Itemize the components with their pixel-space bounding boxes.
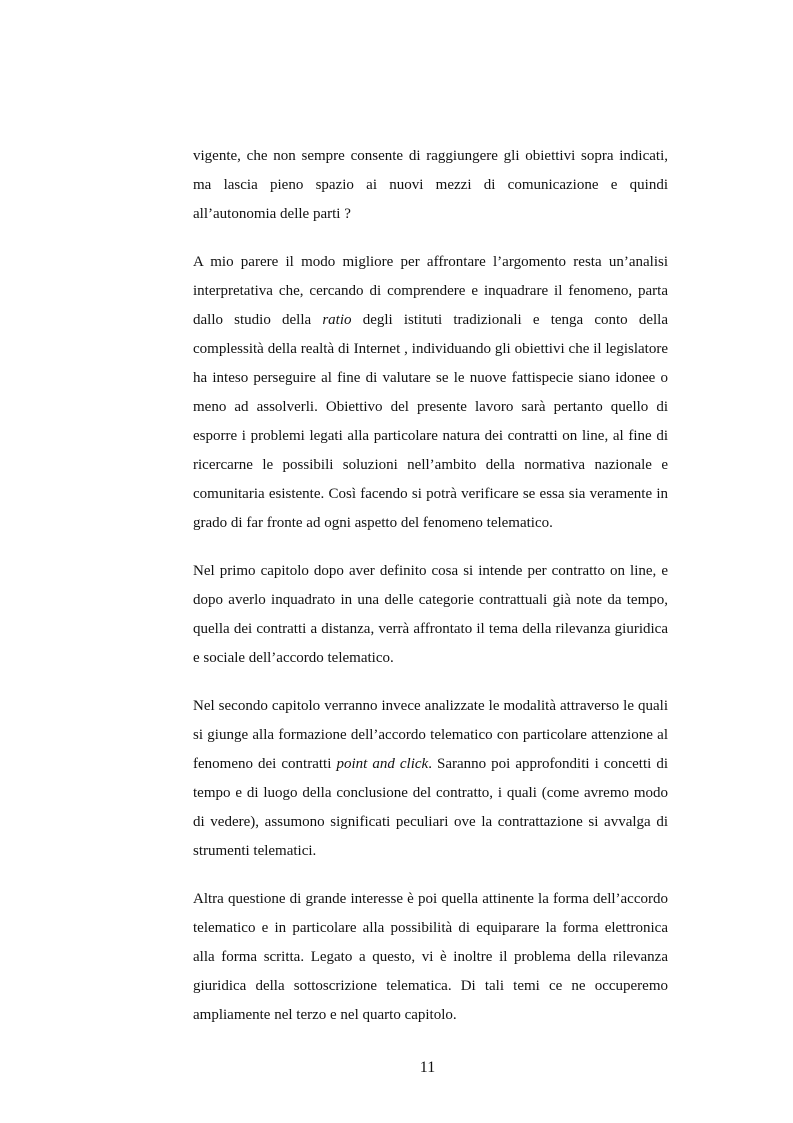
paragraph-text: Nel secondo capitolo verranno invece analizzate le modalità attraverso le quali si giunge alla formazione dell’accordo telematico con particolare attenzione al fenomeno dei contratti [193,698,668,772]
italic-term: point and click [336,756,429,772]
paragraph [193,557,668,673]
paragraph-text: A mio parere il modo migliore per affrontare l’argomento resta un’analisi interpretativa che, cercando di comprendere e inquadrare il fenomeno, parta dallo studio della [193,254,668,328]
body-text [193,142,668,1049]
paragraph [193,142,668,229]
paragraph [193,885,668,1030]
paragraph [193,692,668,866]
page-number: 11 [419,1059,436,1076]
paragraph-text: Nel primo capitolo dopo aver definito cosa si intende per contratto on line, e dopo averlo inquadrato in una delle categorie contrattuali già note da tempo, quella dei contratti a distanza, verrà affrontato il tema della rilevanza giuridica e sociale dell’accordo telematico. [193,563,668,666]
paragraph-text: vigente, che non sempre consente di raggiungere gli obiettivi sopra indicati, ma lascia pieno spazio ai nuovi mezzi di comunicazione e quindi all’autonomia delle parti ? [193,148,668,222]
paragraph-text: . Saranno poi approfonditi i concetti di tempo e di luogo della conclusione del contratto, i quali (come avremo modo di vedere), assumono significati peculiari ove la contrattazione si avvalga di strumenti telematici. [193,756,668,859]
italic-term: ratio [322,312,352,328]
paragraph-text: degli istituti tradizionali e tenga conto della complessità della realtà di Internet , individuando gli obiettivi che il legislatore ha inteso perseguire al fine di valutare se le nuove fattispecie siano idonee o meno ad assolverli. Obiettivo del presente lavoro sarà pertanto quello di esporre i problemi legati alla particolare natura dei contratti on line, al fine di ricercarne le possibili soluzioni nell’ambito della normativa nazionale e comunitaria esistente. Così facendo si potrà verificare se essa sia veramente in grado di far fronte ad ogni aspetto del fenomeno telematico. [193,312,668,531]
paragraph [193,248,668,538]
paragraph-text: Altra questione di grande interesse è poi quella attinente la forma dell’accordo telematico e in particolare alla possibilità di equiparare la forma elettronica alla forma scritta. Legato a questo, vi è inoltre il problema della rilevanza giuridica della sottoscrizione telematica. Di tali temi ce ne occuperemo ampliamente nel terzo e nel quarto capitolo. [193,891,668,1023]
